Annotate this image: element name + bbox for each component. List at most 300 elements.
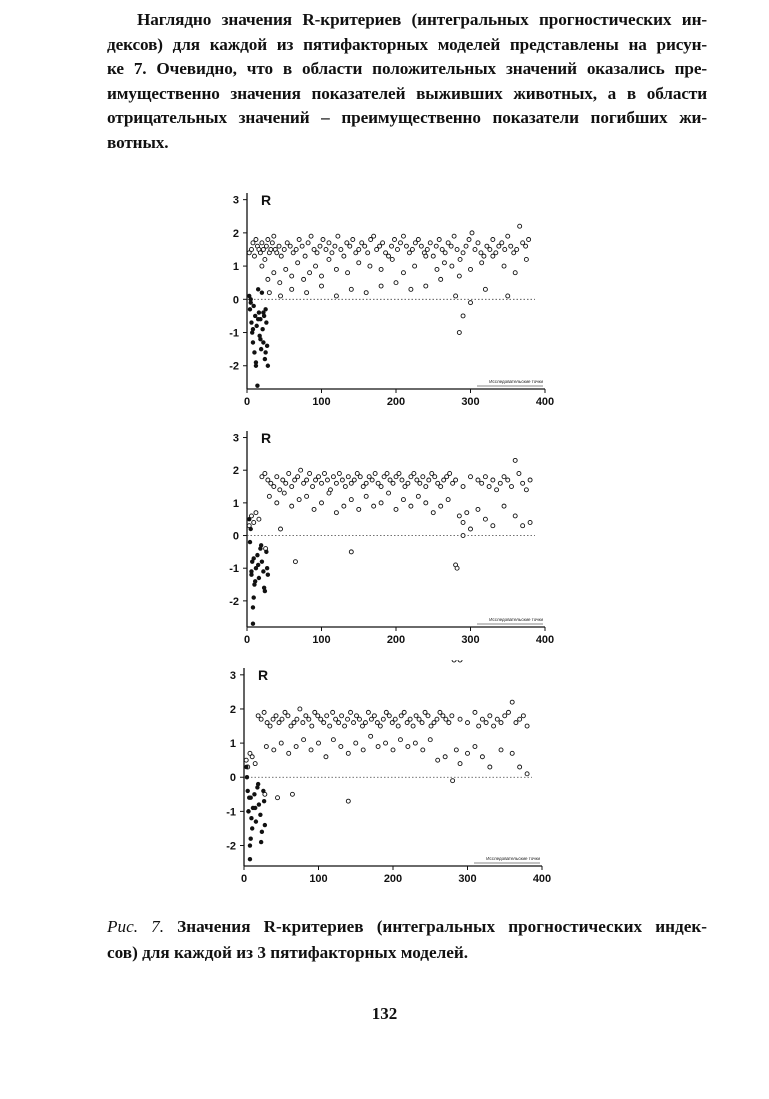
point-survived bbox=[479, 251, 483, 255]
point-survived bbox=[357, 717, 361, 721]
point-survived bbox=[369, 734, 373, 738]
y-tick-label: 3 bbox=[229, 669, 236, 682]
point-survived bbox=[320, 501, 324, 505]
y-tick-label: 0 bbox=[229, 772, 236, 785]
point-survived bbox=[317, 741, 321, 745]
point-survived bbox=[484, 721, 488, 725]
x-tick-label: 200 bbox=[383, 873, 403, 885]
point-survived bbox=[321, 238, 325, 242]
point-survived bbox=[428, 738, 432, 742]
point-survived bbox=[303, 254, 307, 258]
point-survived bbox=[407, 251, 411, 255]
point-died bbox=[249, 796, 253, 800]
point-survived bbox=[525, 772, 529, 776]
point-survived bbox=[361, 748, 365, 752]
y-tick-label: 0 bbox=[232, 294, 239, 307]
point-survived bbox=[439, 485, 443, 489]
point-survived bbox=[417, 717, 421, 721]
point-survived bbox=[514, 721, 518, 725]
point-survived bbox=[311, 485, 315, 489]
point-survived bbox=[320, 274, 324, 278]
point-survived bbox=[288, 244, 292, 248]
point-survived bbox=[327, 491, 331, 495]
caption-label: Рис. 7. bbox=[107, 917, 165, 936]
point-survived bbox=[416, 238, 420, 242]
point-survived bbox=[394, 281, 398, 285]
point-survived bbox=[372, 504, 376, 508]
point-survived bbox=[252, 254, 256, 258]
point-survived bbox=[497, 244, 501, 248]
point-survived bbox=[466, 751, 470, 755]
point-survived bbox=[250, 755, 254, 759]
paragraph-line: дексов) для каждой из пятифакторных моделей представлены на рисун- bbox=[107, 34, 707, 54]
point-survived bbox=[491, 238, 495, 242]
point-survived bbox=[446, 498, 450, 502]
point-survived bbox=[277, 244, 281, 248]
point-survived bbox=[358, 475, 362, 479]
point-survived bbox=[421, 748, 425, 752]
point-survived bbox=[476, 478, 480, 482]
point-survived bbox=[261, 247, 265, 251]
scatter-chart-3 bbox=[222, 660, 557, 892]
point-died bbox=[248, 857, 252, 861]
point-survived bbox=[387, 254, 391, 258]
point-died bbox=[249, 527, 253, 531]
point-survived bbox=[491, 524, 495, 528]
point-survived bbox=[275, 501, 279, 505]
point-survived bbox=[331, 475, 335, 479]
point-survived bbox=[290, 792, 294, 796]
point-survived bbox=[275, 475, 279, 479]
point-survived bbox=[503, 714, 507, 718]
point-survived bbox=[272, 748, 276, 752]
point-survived bbox=[450, 714, 454, 718]
point-survived bbox=[448, 471, 452, 475]
figure-caption bbox=[107, 914, 707, 966]
point-survived bbox=[419, 244, 423, 248]
point-died bbox=[252, 595, 256, 599]
point-survived bbox=[495, 488, 499, 492]
point-survived bbox=[305, 494, 309, 498]
point-survived bbox=[308, 471, 312, 475]
point-died bbox=[264, 320, 268, 324]
point-survived bbox=[349, 710, 353, 714]
point-survived bbox=[346, 751, 350, 755]
point-survived bbox=[524, 488, 528, 492]
point-survived bbox=[418, 481, 422, 485]
point-survived bbox=[510, 700, 514, 704]
point-survived bbox=[434, 244, 438, 248]
point-survived bbox=[518, 765, 522, 769]
point-survived bbox=[263, 471, 267, 475]
point-survived bbox=[452, 234, 456, 238]
point-survived bbox=[328, 724, 332, 728]
point-survived bbox=[370, 478, 374, 482]
point-survived bbox=[454, 748, 458, 752]
point-survived bbox=[297, 498, 301, 502]
point-died bbox=[256, 563, 260, 567]
caption-line: сов) для каждой из 3 пятифакторных моделей. bbox=[107, 943, 469, 962]
point-survived bbox=[506, 478, 510, 482]
point-survived bbox=[506, 294, 510, 298]
y-tick-label: 3 bbox=[232, 432, 239, 445]
point-survived bbox=[421, 475, 425, 479]
point-died bbox=[249, 816, 253, 820]
point-survived bbox=[300, 244, 304, 248]
point-survived bbox=[354, 741, 358, 745]
point-survived bbox=[458, 717, 462, 721]
point-survived bbox=[349, 498, 353, 502]
point-died bbox=[261, 789, 265, 793]
caption-text: Значения R-критериев (интегральных прогностических индек- bbox=[164, 917, 707, 936]
point-survived bbox=[294, 745, 298, 749]
x-tick-label: 100 bbox=[312, 396, 331, 408]
point-survived bbox=[324, 247, 328, 251]
point-survived bbox=[390, 257, 394, 261]
x-tick-label: 400 bbox=[535, 634, 555, 646]
point-survived bbox=[253, 762, 257, 766]
point-survived bbox=[469, 527, 473, 531]
y-tick-label: 1 bbox=[232, 261, 239, 274]
point-died bbox=[265, 344, 269, 348]
point-survived bbox=[325, 478, 329, 482]
point-died bbox=[263, 350, 267, 354]
point-survived bbox=[406, 745, 410, 749]
point-survived bbox=[454, 478, 458, 482]
point-survived bbox=[296, 475, 300, 479]
point-survived bbox=[492, 724, 496, 728]
point-survived bbox=[387, 491, 391, 495]
point-survived bbox=[393, 238, 397, 242]
point-survived bbox=[268, 724, 272, 728]
point-survived bbox=[322, 471, 326, 475]
point-survived bbox=[262, 710, 266, 714]
point-survived bbox=[476, 241, 480, 245]
point-died bbox=[253, 579, 257, 583]
point-survived bbox=[342, 254, 346, 258]
point-survived bbox=[342, 504, 346, 508]
point-survived bbox=[339, 745, 343, 749]
x-tick-label: 400 bbox=[532, 873, 552, 885]
point-died bbox=[256, 782, 260, 786]
point-survived bbox=[498, 481, 502, 485]
point-died bbox=[251, 622, 255, 626]
point-survived bbox=[488, 765, 492, 769]
point-survived bbox=[395, 247, 399, 251]
point-survived bbox=[351, 238, 355, 242]
point-survived bbox=[314, 264, 318, 268]
point-survived bbox=[483, 517, 487, 521]
y-tick-label: -1 bbox=[229, 563, 239, 576]
point-died bbox=[244, 765, 248, 769]
point-survived bbox=[372, 714, 376, 718]
point-survived bbox=[257, 517, 261, 521]
point-survived bbox=[368, 264, 372, 268]
point-survived bbox=[352, 721, 356, 725]
point-survived bbox=[480, 717, 484, 721]
point-survived bbox=[518, 224, 522, 228]
point-survived bbox=[458, 257, 462, 261]
point-survived bbox=[404, 244, 408, 248]
point-survived bbox=[521, 714, 525, 718]
point-survived bbox=[269, 247, 273, 251]
point-survived bbox=[515, 247, 519, 251]
point-survived bbox=[464, 244, 468, 248]
point-survived bbox=[289, 724, 293, 728]
point-survived bbox=[299, 468, 303, 472]
point-survived bbox=[401, 498, 405, 502]
point-survived bbox=[327, 241, 331, 245]
point-died bbox=[254, 360, 258, 364]
point-survived bbox=[334, 267, 338, 271]
point-died bbox=[254, 819, 258, 823]
point-survived bbox=[425, 247, 429, 251]
point-survived bbox=[424, 485, 428, 489]
point-died bbox=[261, 569, 265, 573]
point-survived bbox=[408, 717, 412, 721]
point-survived bbox=[287, 471, 291, 475]
point-survived bbox=[266, 277, 270, 281]
x-tick-label: 400 bbox=[535, 396, 555, 408]
point-survived bbox=[521, 481, 525, 485]
point-survived bbox=[318, 244, 322, 248]
point-survived bbox=[469, 475, 473, 479]
point-survived bbox=[346, 475, 350, 479]
paragraph-line: имущественно значения показателей выживших животных, а в области bbox=[107, 83, 707, 103]
point-survived bbox=[499, 721, 503, 725]
point-died bbox=[252, 556, 256, 560]
point-died bbox=[260, 290, 264, 294]
point-survived bbox=[509, 485, 513, 489]
point-survived bbox=[510, 751, 514, 755]
point-survived bbox=[480, 755, 484, 759]
point-survived bbox=[276, 796, 280, 800]
point-survived bbox=[502, 475, 506, 479]
point-survived bbox=[428, 241, 432, 245]
point-survived bbox=[461, 485, 465, 489]
point-survived bbox=[413, 741, 417, 745]
point-survived bbox=[433, 475, 437, 479]
point-survived bbox=[265, 721, 269, 725]
point-survived bbox=[436, 758, 440, 762]
point-survived bbox=[524, 244, 528, 248]
point-survived bbox=[528, 478, 532, 482]
point-survived bbox=[283, 710, 287, 714]
point-survived bbox=[270, 241, 274, 245]
point-survived bbox=[384, 251, 388, 255]
point-survived bbox=[333, 244, 337, 248]
y-tick-label: -1 bbox=[226, 806, 236, 819]
point-survived bbox=[461, 520, 465, 524]
point-survived bbox=[315, 251, 319, 255]
point-survived bbox=[521, 524, 525, 528]
x-tick-label: 100 bbox=[309, 873, 328, 885]
point-survived bbox=[266, 238, 270, 242]
point-survived bbox=[387, 714, 391, 718]
point-survived bbox=[376, 745, 380, 749]
point-died bbox=[259, 840, 263, 844]
point-survived bbox=[334, 294, 338, 298]
point-survived bbox=[435, 267, 439, 271]
point-survived bbox=[384, 710, 388, 714]
point-survived bbox=[413, 264, 417, 268]
point-survived bbox=[441, 714, 445, 718]
point-survived bbox=[443, 755, 447, 759]
x-tick-label: 300 bbox=[461, 396, 480, 408]
scatter-chart-2 bbox=[225, 423, 560, 653]
point-survived bbox=[290, 274, 294, 278]
point-survived bbox=[513, 271, 517, 275]
point-survived bbox=[447, 721, 451, 725]
point-survived bbox=[279, 741, 283, 745]
point-survived bbox=[324, 755, 328, 759]
y-tick-label: 1 bbox=[232, 497, 239, 510]
point-survived bbox=[461, 534, 465, 538]
point-survived bbox=[369, 717, 373, 721]
point-survived bbox=[360, 241, 364, 245]
point-died bbox=[258, 337, 262, 341]
y-tick-label: 1 bbox=[229, 738, 236, 751]
point-died bbox=[263, 823, 267, 827]
point-survived bbox=[440, 247, 444, 251]
point-survived bbox=[363, 721, 367, 725]
y-tick-label: -1 bbox=[229, 327, 239, 340]
point-survived bbox=[357, 261, 361, 265]
point-survived bbox=[312, 247, 316, 251]
point-survived bbox=[354, 714, 358, 718]
point-survived bbox=[284, 267, 288, 271]
point-survived bbox=[251, 241, 255, 245]
paragraph-line: вотных. bbox=[107, 132, 169, 152]
point-survived bbox=[254, 511, 258, 515]
point-survived bbox=[416, 494, 420, 498]
point-survived bbox=[509, 244, 513, 248]
point-survived bbox=[249, 247, 253, 251]
point-survived bbox=[506, 710, 510, 714]
point-survived bbox=[424, 501, 428, 505]
point-died bbox=[258, 813, 262, 817]
x-tick-label: 200 bbox=[386, 634, 406, 646]
point-survived bbox=[394, 507, 398, 511]
point-survived bbox=[340, 714, 344, 718]
point-survived bbox=[466, 721, 470, 725]
point-survived bbox=[449, 244, 453, 248]
point-survived bbox=[458, 660, 462, 662]
point-died bbox=[256, 287, 260, 291]
point-survived bbox=[482, 254, 486, 258]
point-survived bbox=[317, 475, 321, 479]
point-died bbox=[265, 566, 269, 570]
point-survived bbox=[437, 238, 441, 242]
point-survived bbox=[319, 717, 323, 721]
point-survived bbox=[244, 758, 248, 762]
y-tick-label: -2 bbox=[226, 840, 236, 853]
point-survived bbox=[256, 714, 260, 718]
point-survived bbox=[330, 251, 334, 255]
point-survived bbox=[254, 238, 258, 242]
point-died bbox=[247, 517, 251, 521]
point-survived bbox=[275, 251, 279, 255]
point-survived bbox=[467, 238, 471, 242]
point-survived bbox=[384, 741, 388, 745]
point-died bbox=[253, 314, 257, 318]
point-survived bbox=[495, 717, 499, 721]
point-died bbox=[252, 350, 256, 354]
point-survived bbox=[379, 284, 383, 288]
point-survived bbox=[439, 504, 443, 508]
point-survived bbox=[461, 251, 465, 255]
point-died bbox=[260, 559, 264, 563]
point-survived bbox=[457, 331, 461, 335]
point-survived bbox=[426, 714, 430, 718]
point-died bbox=[257, 310, 261, 314]
point-survived bbox=[354, 251, 358, 255]
point-survived bbox=[457, 514, 461, 518]
x-axis-label: Исследовательские точки bbox=[486, 856, 540, 861]
point-survived bbox=[292, 721, 296, 725]
point-survived bbox=[452, 660, 456, 662]
point-survived bbox=[455, 247, 459, 251]
point-survived bbox=[343, 724, 347, 728]
point-survived bbox=[524, 257, 528, 261]
point-survived bbox=[306, 241, 310, 245]
point-survived bbox=[465, 511, 469, 515]
point-survived bbox=[398, 241, 402, 245]
point-survived bbox=[469, 267, 473, 271]
point-survived bbox=[431, 254, 435, 258]
point-survived bbox=[277, 721, 281, 725]
point-survived bbox=[336, 234, 340, 238]
point-survived bbox=[290, 485, 294, 489]
point-survived bbox=[390, 244, 394, 248]
point-died bbox=[249, 569, 253, 573]
point-survived bbox=[364, 481, 368, 485]
point-survived bbox=[487, 485, 491, 489]
point-survived bbox=[316, 714, 320, 718]
point-survived bbox=[346, 271, 350, 275]
point-survived bbox=[476, 507, 480, 511]
point-survived bbox=[322, 721, 326, 725]
point-survived bbox=[343, 485, 347, 489]
point-survived bbox=[473, 745, 477, 749]
point-survived bbox=[429, 724, 433, 728]
point-survived bbox=[346, 717, 350, 721]
body-paragraph bbox=[107, 8, 707, 156]
point-survived bbox=[271, 717, 275, 721]
point-survived bbox=[339, 247, 343, 251]
point-died bbox=[251, 327, 255, 331]
point-survived bbox=[435, 717, 439, 721]
point-survived bbox=[414, 714, 418, 718]
point-died bbox=[248, 307, 252, 311]
point-died bbox=[260, 327, 264, 331]
point-survived bbox=[267, 291, 271, 295]
point-survived bbox=[372, 234, 376, 238]
point-survived bbox=[327, 257, 331, 261]
point-died bbox=[249, 300, 253, 304]
point-survived bbox=[424, 254, 428, 258]
point-survived bbox=[393, 717, 397, 721]
x-axis-label: Исследовательские точки bbox=[489, 617, 543, 622]
point-survived bbox=[290, 504, 294, 508]
point-survived bbox=[494, 251, 498, 255]
point-survived bbox=[375, 247, 379, 251]
point-survived bbox=[285, 241, 289, 245]
point-survived bbox=[279, 527, 283, 531]
point-died bbox=[254, 324, 258, 328]
point-died bbox=[257, 802, 261, 806]
x-tick-label: 300 bbox=[458, 873, 477, 885]
